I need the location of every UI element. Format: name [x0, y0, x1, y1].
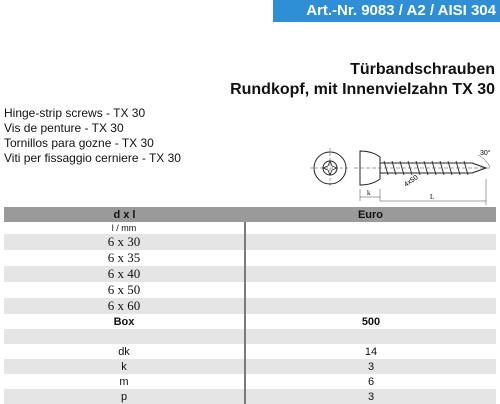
article-number-bar: Art.-Nr. 9083 / A2 / AISI 304 [273, 0, 500, 22]
product-title-line2: Rundkopf, mit Innenvielzahn TX 30 [230, 81, 495, 98]
language-descriptions [4, 106, 181, 166]
box-value: 500 [361, 315, 381, 328]
col-header-size: d x l [4, 207, 245, 222]
tip-angle-label: 30° [480, 150, 491, 157]
table-row: 6 x 50 [4, 282, 496, 298]
description-it: Viti per fissaggio cerniere - TX 30 [4, 151, 181, 165]
thread-size-label: 4x50 [403, 174, 420, 189]
table-header-row [4, 207, 496, 222]
table-row: 6 x 40 [4, 266, 496, 282]
dim-l-label: L [430, 193, 435, 201]
description-fr: Vis de penture - TX 30 [4, 121, 124, 135]
table-row: 6 x 60 [4, 298, 496, 314]
box-row [4, 314, 496, 329]
dim-k-label: k [367, 189, 371, 197]
spec-table [4, 207, 496, 404]
unit-row [4, 222, 496, 234]
param-row: m 6 [4, 374, 496, 389]
table-row: 6 x 35 [4, 250, 496, 266]
param-row: k 3 [4, 359, 496, 374]
screw-technical-drawing [300, 145, 496, 207]
product-title-line1: Türbandschrauben [350, 61, 495, 78]
box-label: Box [4, 314, 245, 329]
col-header-euro: Euro [245, 207, 496, 222]
param-row: dk 14 [4, 344, 496, 359]
spacer-row [4, 329, 496, 344]
description-es: Tornillos para gozne - TX 30 [4, 136, 154, 150]
unit-label: l / mm [4, 222, 245, 234]
description-en: Hinge-strip screws - TX 30 [4, 106, 146, 120]
table-row: 6 x 30 [4, 234, 496, 250]
param-row: p 3 [4, 389, 496, 404]
